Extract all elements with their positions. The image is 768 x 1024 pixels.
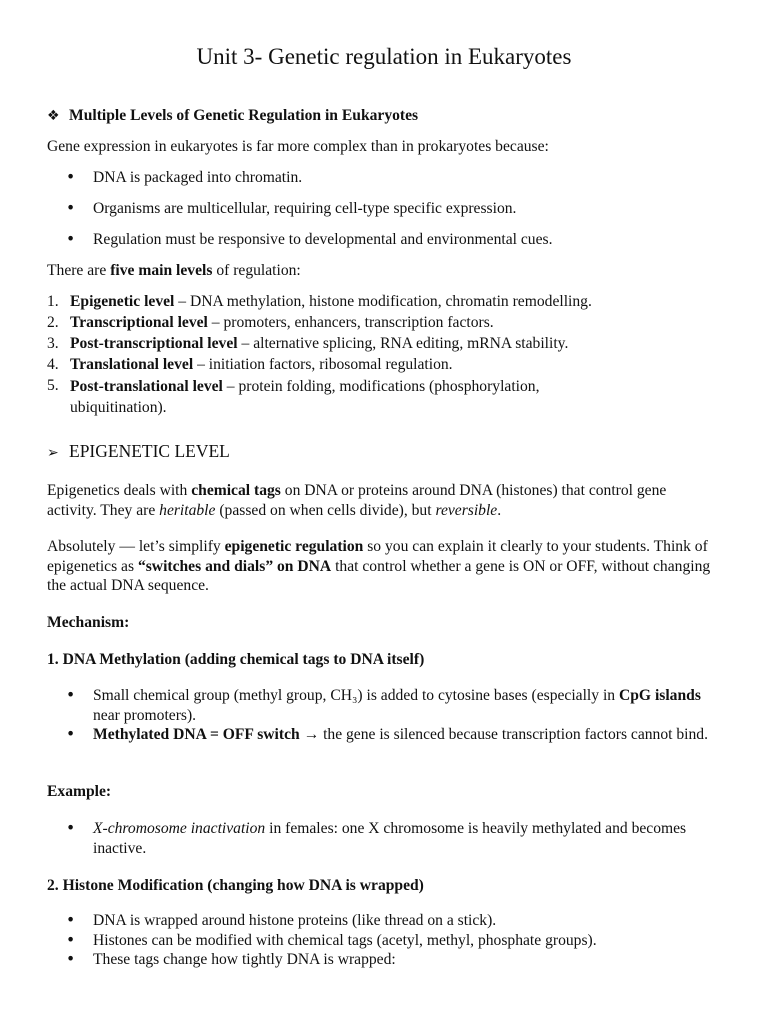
list-item: X-chromosome inactivation in females: one X chromosome is heavily methylated and becomes inactive.	[93, 820, 687, 857]
epigenetics-paragraph: Epigenetics deals with chemical tags on DNA or proteins around DNA (histones) that control gene activity. They are heritable (passed on when cells divide), but reversible.	[47, 482, 667, 519]
bullet-icon: •	[66, 911, 76, 929]
bullet-icon: •	[66, 950, 76, 968]
list-number: 4.	[47, 356, 59, 373]
list-item: These tags change how tightly DNA is wrapped:	[93, 951, 396, 968]
list-number: 3.	[47, 335, 59, 352]
bullet-icon: •	[66, 931, 76, 949]
list-number: 1.	[47, 293, 59, 310]
arrow-bullet-icon: ➢	[47, 445, 59, 461]
bullet-icon: •	[66, 230, 76, 248]
list-item: Translational level – initiation factors, ribosomal regulation.	[70, 356, 453, 373]
bullet-icon: •	[66, 168, 76, 186]
bullet-icon: •	[66, 819, 76, 837]
page-title: Unit 3- Genetic regulation in Eukaryotes	[196, 44, 572, 69]
list-item: Epigenetic level – DNA methylation, histone modification, chromatin remodelling.	[70, 293, 592, 310]
example-heading: Example:	[47, 783, 112, 800]
list-item: Regulation must be responsive to developmental and environmental cues.	[93, 231, 553, 248]
intro-paragraph: Gene expression in eukaryotes is far more complex than in prokaryotes because:	[47, 138, 549, 155]
list-number: 2.	[47, 314, 59, 331]
section-heading-levels	[47, 106, 728, 127]
list-item: Post-transcriptional level – alternative splicing, RNA editing, mRNA stability.	[70, 335, 569, 352]
methylation-heading: 1. DNA Methylation (adding chemical tags to DNA itself)	[47, 651, 425, 668]
section-heading-text: Multiple Levels of Genetic Regulation in Eukaryotes	[69, 107, 419, 124]
levels-intro: There are five main levels of regulation:	[47, 262, 301, 279]
diamond-bullet-icon: ❖	[47, 108, 60, 124]
list-item: DNA is wrapped around histone proteins (like thread on a stick).	[93, 912, 497, 929]
list-item: Small chemical group (methyl group, CH₃) is added to cytosine bases (especially in CpG islands near promoters).	[93, 687, 701, 724]
section-heading-text: EPIGENETIC LEVEL	[69, 441, 230, 461]
histone-heading: 2. Histone Modification (changing how DNA is wrapped)	[47, 877, 424, 894]
bullet-icon: •	[66, 725, 76, 743]
bullet-icon: •	[66, 199, 76, 217]
list-item: Histones can be modified with chemical tags (acetyl, methyl, phosphate groups).	[93, 932, 597, 949]
bullet-icon: •	[66, 686, 76, 704]
list-item: Methylated DNA = OFF switch → the gene is silenced because transcription factors cannot bind.	[93, 726, 709, 743]
list-item: Post-translational level – protein folding, modifications (phosphorylation, ubiquitination).	[70, 378, 540, 416]
list-item: DNA is packaged into chromatin.	[93, 169, 303, 186]
list-item: Organisms are multicellular, requiring cell-type specific expression.	[93, 200, 517, 217]
mechanism-heading: Mechanism:	[47, 614, 130, 631]
list-item: Transcriptional level – promoters, enhancers, transcription factors.	[70, 314, 494, 331]
section-heading-epigenetic	[47, 440, 728, 464]
list-number: 5.	[47, 377, 59, 394]
simplify-paragraph: Absolutely — let’s simplify epigenetic regulation so you can explain it clearly to your students. Think of epigenetics as “switches and dials” on DNA that control whether a gene is ON or OFF, without changing the actual DNA sequence.	[47, 538, 711, 594]
